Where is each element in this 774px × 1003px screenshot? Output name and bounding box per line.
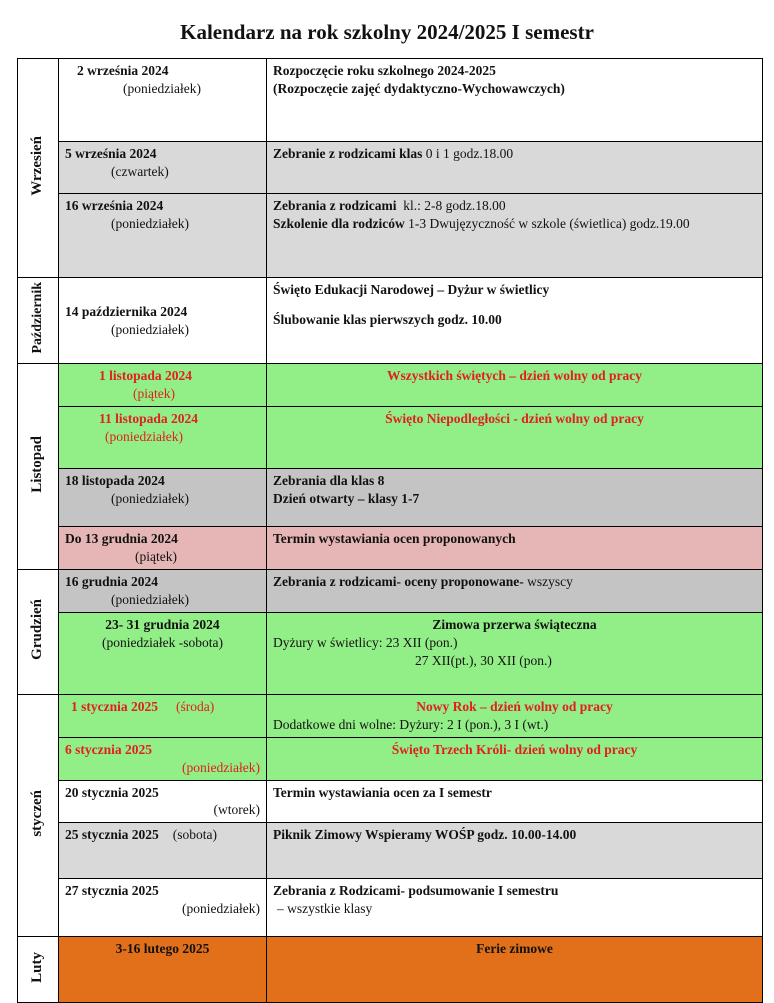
month-label-listopad: Listopad — [18, 364, 59, 570]
event-cell: Święto Niepodległości - dzień wolny od pracy — [267, 406, 763, 468]
date-cell: 2 września 2024 (poniedziałek) — [59, 59, 267, 142]
date-cell: 18 listopada 2024 (poniedziałek) — [59, 468, 267, 526]
event-cell: Ferie zimowe — [267, 937, 763, 1003]
date-cell: 14 października 2024 (poniedziałek) — [59, 278, 267, 364]
event-cell: Termin wystawiania ocen za I semestr — [267, 780, 763, 823]
date-cell: 23- 31 grudnia 2024 (poniedziałek -sobota) — [59, 612, 267, 694]
event-cell: Rozpoczęcie roku szkolnego 2024-2025 (Rozpoczęcie zajęć dydaktyczno-Wychowawczych) — [267, 59, 763, 142]
date-cell: 1 stycznia 2025 (środa) — [59, 694, 267, 737]
event-cell: Zebrania z Rodzicami- podsumowanie I semestru – wszystkie klasy — [267, 879, 763, 937]
table-row — [18, 194, 763, 278]
date-cell: 3-16 lutego 2025 — [59, 937, 267, 1003]
event-cell: Nowy Rok – dzień wolny od pracy Dodatkowe dni wolne: Dyżury: 2 I (pon.), 3 I (wt.) — [267, 694, 763, 737]
table-row — [18, 879, 763, 937]
table-row — [18, 59, 763, 142]
table-row — [18, 823, 763, 879]
event-cell: Zebrania z rodzicami kl.: 2-8 godz.18.00 Szkolenie dla rodziców 1-3 Dwujęzyczność w szkole (świetlica) godz.19.00 — [267, 194, 763, 278]
month-label-styczen: styczeń — [18, 694, 59, 937]
calendar-table — [17, 58, 763, 1003]
event-cell: Termin wystawiania ocen proponowanych — [267, 526, 763, 569]
table-row — [18, 468, 763, 526]
date-cell: 27 stycznia 2025 (poniedziałek) — [59, 879, 267, 937]
date-cell: 16 września 2024 (poniedziałek) — [59, 194, 267, 278]
month-label-grudzien: Grudzień — [18, 569, 59, 694]
date-cell: 1 listopada 2024 (piątek) — [59, 364, 267, 407]
table-row — [18, 142, 763, 194]
table-row — [18, 364, 763, 407]
event-cell: Zebranie z rodzicami klas 0 i 1 godz.18.00 — [267, 142, 763, 194]
event-cell: Święto Edukacji Narodowej – Dyżur w świetlicy Ślubowanie klas pierwszych godz. 10.00 — [267, 278, 763, 364]
date-cell: 16 grudnia 2024 (poniedziałek) — [59, 569, 267, 612]
event-cell: Zimowa przerwa świąteczna Dyżury w świetlicy: 23 XII (pon.) 27 XII(pt.), 30 XII (pon.) — [267, 612, 763, 694]
month-label-wrzesien: Wrzesień — [18, 59, 59, 278]
date-cell: 5 września 2024 (czwartek) — [59, 142, 267, 194]
table-row — [18, 737, 763, 780]
event-cell: Zebrania dla klas 8 Dzień otwarty – klasy 1-7 — [267, 468, 763, 526]
table-row — [18, 694, 763, 737]
event-cell: Piknik Zimowy Wspieramy WOŚP godz. 10.00-14.00 — [267, 823, 763, 879]
event-cell: Święto Trzech Króli- dzień wolny od pracy — [267, 737, 763, 780]
page-title: Kalendarz na rok szkolny 2024/2025 I semestr — [180, 20, 594, 44]
table-row — [18, 526, 763, 569]
table-row — [18, 569, 763, 612]
table-row — [18, 406, 763, 468]
date-cell: 25 stycznia 2025 (sobota) — [59, 823, 267, 879]
event-cell: Zebrania z rodzicami- oceny proponowane- wszyscy — [267, 569, 763, 612]
table-row — [18, 612, 763, 694]
date-cell: 11 listopada 2024 (poniedziałek) — [59, 406, 267, 468]
date-cell: 6 stycznia 2025 (poniedziałek) — [59, 737, 267, 780]
event-cell: Wszystkich świętych – dzień wolny od pracy — [267, 364, 763, 407]
date-cell: 20 stycznia 2025 (wtorek) — [59, 780, 267, 823]
date-cell: Do 13 grudnia 2024 (piątek) — [59, 526, 267, 569]
month-label-pazdziernik: Październik — [18, 278, 59, 364]
table-row — [18, 937, 763, 1003]
table-row — [18, 278, 763, 364]
table-row — [18, 780, 763, 823]
month-label-luty: Luty — [18, 937, 59, 1003]
